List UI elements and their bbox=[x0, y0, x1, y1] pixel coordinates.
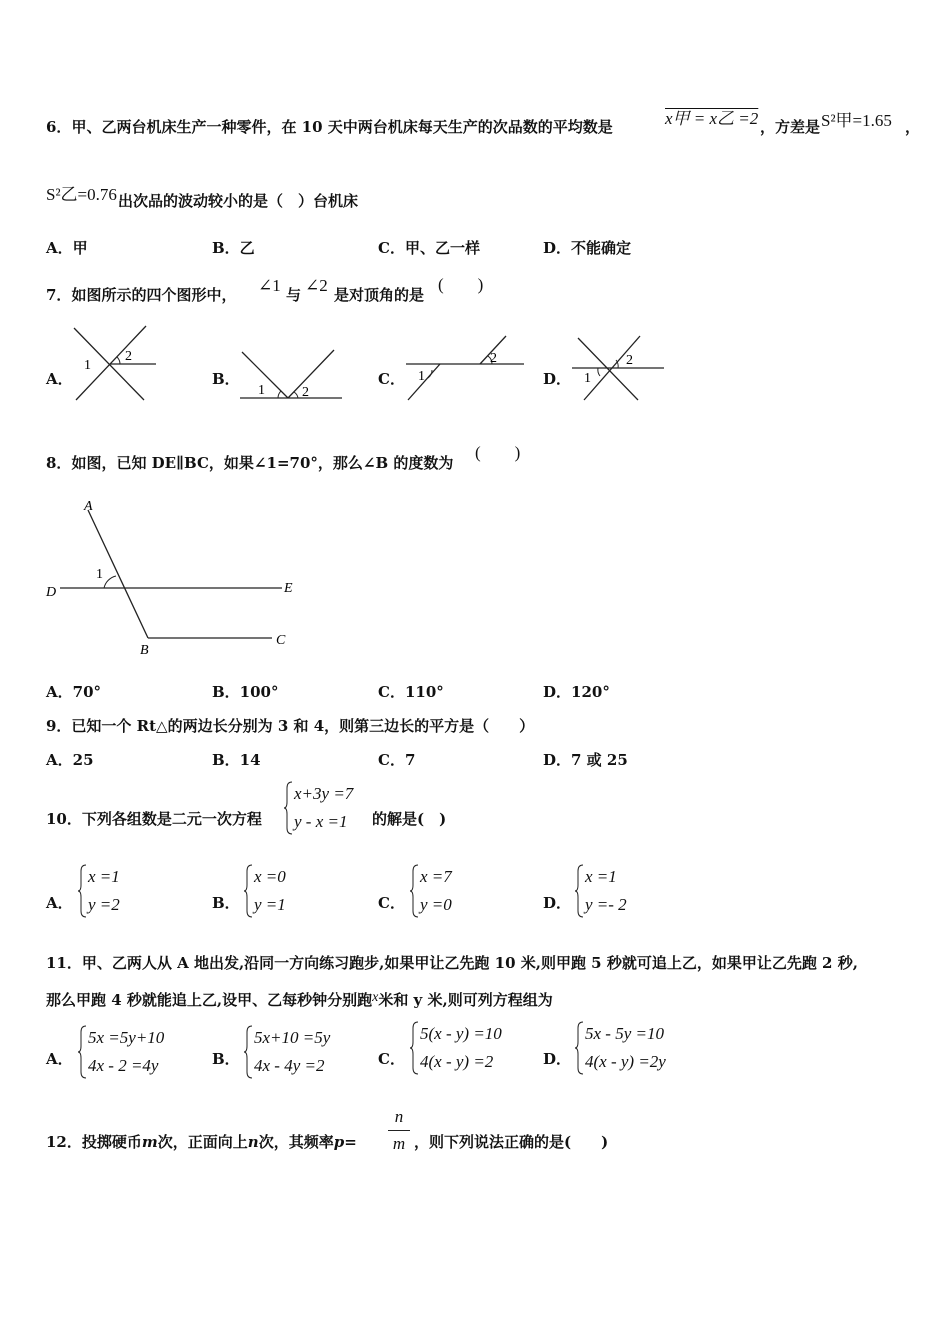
q7a-label-1: 1 bbox=[84, 358, 91, 373]
q7-angle2: ∠2 bbox=[305, 276, 328, 295]
q7-stem-part2: 是对顶角的是 bbox=[334, 286, 425, 304]
q10-a-eq2: y =2 bbox=[88, 895, 120, 914]
q11-option-c-system bbox=[410, 1020, 530, 1078]
q6-option-a[interactable]: A．甲 bbox=[46, 239, 88, 257]
q10-b-eq2: y =1 bbox=[254, 895, 286, 914]
q12-text1: 投掷硬币 bbox=[81, 1133, 142, 1151]
q9-option-b[interactable]: B．14 bbox=[212, 751, 261, 769]
q6-option-b[interactable]: B．乙 bbox=[212, 239, 255, 257]
q7-option-d[interactable]: D． bbox=[543, 370, 572, 388]
q10-system-eq1: x+3y =7 bbox=[294, 784, 354, 803]
q7-figure-a bbox=[70, 322, 160, 404]
q10-system-eq2: y - x =1 bbox=[294, 812, 348, 831]
q11-d-eq2: 4(x - y) =2y bbox=[585, 1052, 666, 1071]
q8-label-1: 1 bbox=[96, 567, 103, 582]
q7c-label-1: 1 bbox=[418, 369, 425, 384]
q11-var-x: x bbox=[372, 990, 379, 1005]
q11-option-b[interactable]: B． bbox=[212, 1050, 240, 1068]
q10-d-eq2: y =- 2 bbox=[585, 895, 627, 914]
q9-stem: 9．已知一个 Rt△的两边长分别为 3 和 4，则第三边长的平方是（ ） bbox=[46, 717, 535, 735]
q6-mean-expression bbox=[665, 104, 758, 129]
q10-option-c[interactable]: C． bbox=[378, 894, 405, 912]
q10-line bbox=[46, 808, 262, 829]
q7c-label-2: 2 bbox=[490, 351, 497, 366]
q7b-label-2: 2 bbox=[302, 385, 309, 400]
q12-fraction bbox=[388, 1106, 410, 1155]
q8-option-b[interactable]: B．100° bbox=[212, 683, 279, 701]
q10-option-b-system bbox=[244, 863, 324, 921]
q11-option-d[interactable]: D． bbox=[543, 1050, 572, 1068]
q6-stem-part3: 出次品的波动较小的是（ ）台机床 bbox=[118, 192, 359, 210]
q6-variance-label: ，方差是 bbox=[760, 118, 821, 136]
q7-and: 与 bbox=[286, 286, 302, 304]
q6-mean-expr: x甲 = x乙 =2 bbox=[665, 109, 759, 128]
q7-stem-part1: 如图所示的四个图形中， bbox=[71, 286, 237, 304]
q7d-label-1: 1 bbox=[584, 371, 591, 386]
q10-a-eq1: x =1 bbox=[88, 867, 120, 886]
q11-line2-part2: 米和 y 米,则可列方程组为 bbox=[378, 991, 553, 1009]
q7-answer-paren: ( ) bbox=[438, 275, 484, 294]
q10-stem-part1: 下列各组数是二元一次方程 bbox=[81, 810, 262, 828]
q7a-label-2: 2 bbox=[125, 349, 132, 364]
q6-variance-b: S²乙=0.76 bbox=[46, 185, 117, 204]
q8-stem: 如图，已知 DE∥BC，如果∠1=70°，那么∠B 的度数为 bbox=[71, 454, 454, 472]
q9-option-a[interactable]: A．25 bbox=[46, 751, 94, 769]
q12-var-p: p= bbox=[333, 1133, 357, 1151]
q11-b-eq2: 4x - 4y =2 bbox=[254, 1056, 325, 1075]
q8-label-B: B bbox=[140, 643, 149, 658]
q7-option-b[interactable]: B． bbox=[212, 370, 240, 388]
q11-d-eq1: 5x - 5y =10 bbox=[585, 1024, 664, 1043]
q10-equation-system bbox=[284, 780, 384, 838]
q9-option-c[interactable]: C．7 bbox=[378, 751, 416, 769]
q11-a-eq1: 5x =5y+10 bbox=[88, 1028, 165, 1047]
q12-text2: 次，正面向上 bbox=[157, 1133, 248, 1151]
q6-option-d[interactable]: D．不能确定 bbox=[543, 239, 632, 257]
q11-option-a-system bbox=[78, 1024, 188, 1082]
q8-number: 8． bbox=[46, 454, 72, 472]
q8-answer-paren: ( ) bbox=[475, 443, 521, 462]
q12-frac-bar bbox=[388, 1130, 410, 1131]
q6-number: 6． bbox=[46, 118, 72, 136]
q6-stem-part1: 甲、乙两台机床生产一种零件，在 10 天中两台机床每天生产的次品数的平均数是 bbox=[71, 118, 613, 136]
q11-a-eq2: 4x - 2 =4y bbox=[88, 1056, 159, 1075]
q7-option-a[interactable]: A． bbox=[46, 370, 73, 388]
q12-frac-numerator: n bbox=[394, 1107, 404, 1126]
q8-label-C: C bbox=[276, 633, 286, 648]
q6-option-c[interactable]: C．甲、乙一样 bbox=[378, 239, 480, 257]
q8-option-d[interactable]: D．120° bbox=[543, 683, 610, 701]
q12-var-n: n bbox=[247, 1133, 259, 1151]
q11-line2-part1: 那么甲跑 4 秒就能追上乙,设甲、乙每秒钟分别跑 bbox=[46, 991, 373, 1009]
q10-stem-part2: 的解是( ) bbox=[372, 810, 447, 828]
q8-label-D: D bbox=[46, 585, 57, 600]
q7-line bbox=[46, 284, 236, 305]
q10-option-a-system bbox=[78, 863, 158, 921]
q7-figure-b bbox=[236, 346, 346, 404]
q7-figure-d bbox=[568, 332, 668, 404]
q12-text4: ，则下列说法正确的是( ) bbox=[414, 1133, 609, 1151]
q8-line bbox=[46, 452, 453, 473]
q10-option-a[interactable]: A． bbox=[46, 894, 73, 912]
q8-figure bbox=[40, 496, 310, 662]
q9-option-d[interactable]: D．7 或 25 bbox=[543, 751, 628, 769]
q12-line-part1 bbox=[46, 1131, 357, 1152]
q7b-label-1: 1 bbox=[258, 383, 265, 398]
q11-b-eq1: 5x+10 =5y bbox=[254, 1028, 331, 1047]
q8-option-c[interactable]: C．110° bbox=[378, 683, 444, 701]
q6-comma: ， bbox=[905, 118, 921, 136]
q11-option-c[interactable]: C． bbox=[378, 1050, 405, 1068]
q10-number: 10． bbox=[46, 810, 82, 828]
q10-c-eq2: y =0 bbox=[420, 895, 452, 914]
q8-label-E: E bbox=[284, 581, 293, 596]
q12-var-m: m bbox=[141, 1133, 158, 1151]
q11-line1: 11．甲、乙两人从 A 地出发,沿同一方向练习跑步,如果甲让乙先跑 10 米,则甲跑 5 秒就可追上乙，如果甲让乙先跑 2 秒, bbox=[46, 954, 858, 972]
q6-line1 bbox=[46, 116, 613, 137]
q12-text3: 次，其频率 bbox=[258, 1133, 334, 1151]
q12-frac-denominator: m bbox=[392, 1134, 406, 1153]
q11-option-d-system bbox=[575, 1020, 695, 1078]
q7-option-c[interactable]: C． bbox=[378, 370, 405, 388]
q7-figure-c bbox=[402, 334, 528, 404]
q11-line2 bbox=[46, 989, 553, 1010]
q6-variance-a: S²甲=1.65 bbox=[821, 111, 892, 130]
q11-c-eq1: 5(x - y) =10 bbox=[420, 1024, 502, 1043]
q10-option-d-system bbox=[575, 863, 665, 921]
q10-c-eq1: x =7 bbox=[420, 867, 452, 886]
q8-label-A: A bbox=[84, 499, 93, 514]
q7-number: 7． bbox=[46, 286, 72, 304]
q8-option-a[interactable]: A．70° bbox=[46, 683, 102, 701]
q10-option-c-system bbox=[410, 863, 490, 921]
q10-option-b[interactable]: B． bbox=[212, 894, 240, 912]
q7d-label-2: 2 bbox=[626, 353, 633, 368]
q10-d-eq1: x =1 bbox=[585, 867, 617, 886]
q11-c-eq2: 4(x - y) =2 bbox=[420, 1052, 494, 1071]
q7-angle1: ∠1 bbox=[258, 276, 281, 295]
q11-option-a[interactable]: A． bbox=[46, 1050, 73, 1068]
q10-option-d[interactable]: D． bbox=[543, 894, 572, 912]
q11-option-b-system bbox=[244, 1024, 354, 1082]
q10-b-eq1: x =0 bbox=[254, 867, 286, 886]
q12-number: 12． bbox=[46, 1133, 82, 1151]
